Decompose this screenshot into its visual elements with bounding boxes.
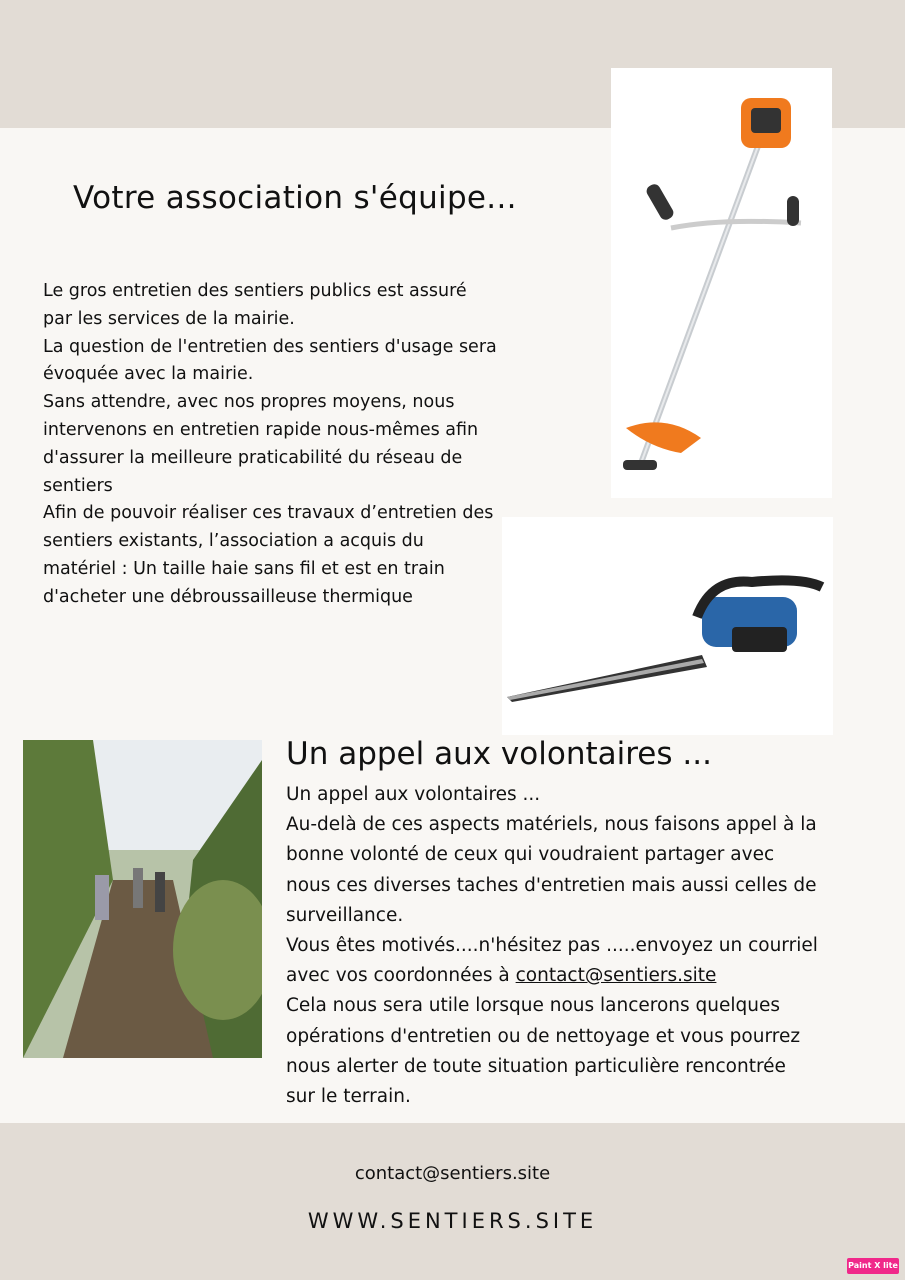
text-line: nous alerter de toute situation particulière rencontrée bbox=[286, 1055, 786, 1077]
volunteers-paragraph bbox=[286, 780, 818, 1112]
text-line: matériel : Un taille haie sans fil et est en train bbox=[43, 558, 445, 579]
text-line: Sans attendre, avec nos propres moyens, nous bbox=[43, 392, 455, 413]
text-line: sentiers bbox=[43, 475, 113, 496]
section-title-equipment: Votre association s'équipe... bbox=[73, 180, 517, 216]
section-title-volunteers: Un appel aux volontaires ... bbox=[286, 736, 712, 772]
text-line: par les services de la mairie. bbox=[43, 308, 295, 329]
text-line: sentiers existants, l’association a acquis du bbox=[43, 531, 424, 552]
text-line: opérations d'entretien ou de nettoyage et vous pourrez bbox=[286, 1025, 801, 1047]
text-line: nous ces diverses taches d'entretien mais aussi celles de bbox=[286, 874, 817, 896]
text-line: Vous êtes motivés....n'hésitez pas .....envoyez un courriel bbox=[286, 935, 818, 957]
hedge-trimmer-image bbox=[502, 517, 833, 735]
email-line-prefix: avec vos coordonnées à bbox=[286, 965, 516, 987]
text-line: d'acheter une débroussailleuse thermique bbox=[43, 586, 413, 607]
text-line: d'assurer la meilleure praticabilité du réseau de bbox=[43, 447, 463, 468]
text-line: surveillance. bbox=[286, 904, 404, 926]
contact-email-link[interactable]: contact@sentiers.site bbox=[515, 965, 717, 987]
text-line: La question de l'entretien des sentiers d'usage sera bbox=[43, 336, 497, 357]
text-line bbox=[286, 961, 818, 991]
text-line: Un appel aux volontaires ... bbox=[286, 784, 541, 805]
text-line: intervenons en entretien rapide nous-mêmes afin bbox=[43, 419, 479, 440]
text-line: Au-delà de ces aspects matériels, nous faisons appel à la bbox=[286, 814, 817, 836]
brush-cutter-image bbox=[611, 68, 832, 498]
footer-website: WWW.SENTIERS.SITE bbox=[307, 1209, 598, 1233]
text-line: Afin de pouvoir réaliser ces travaux d’entretien des bbox=[43, 503, 494, 524]
footer-email: contact@sentiers.site bbox=[354, 1163, 551, 1184]
text-line: bonne volonté de ceux qui voudraient partager avec bbox=[286, 844, 775, 866]
volunteers-trail-photo bbox=[23, 740, 262, 1058]
paint-x-lite-badge: Paint X lite bbox=[847, 1258, 899, 1274]
footer-band bbox=[0, 1123, 905, 1280]
equipment-paragraph bbox=[43, 278, 497, 612]
text-line: Cela nous sera utile lorsque nous lancerons quelques bbox=[286, 995, 781, 1017]
text-line: sur le terrain. bbox=[286, 1086, 411, 1108]
text-line: Le gros entretien des sentiers publics est assuré bbox=[43, 281, 467, 301]
text-line: évoquée avec la mairie. bbox=[43, 364, 254, 385]
